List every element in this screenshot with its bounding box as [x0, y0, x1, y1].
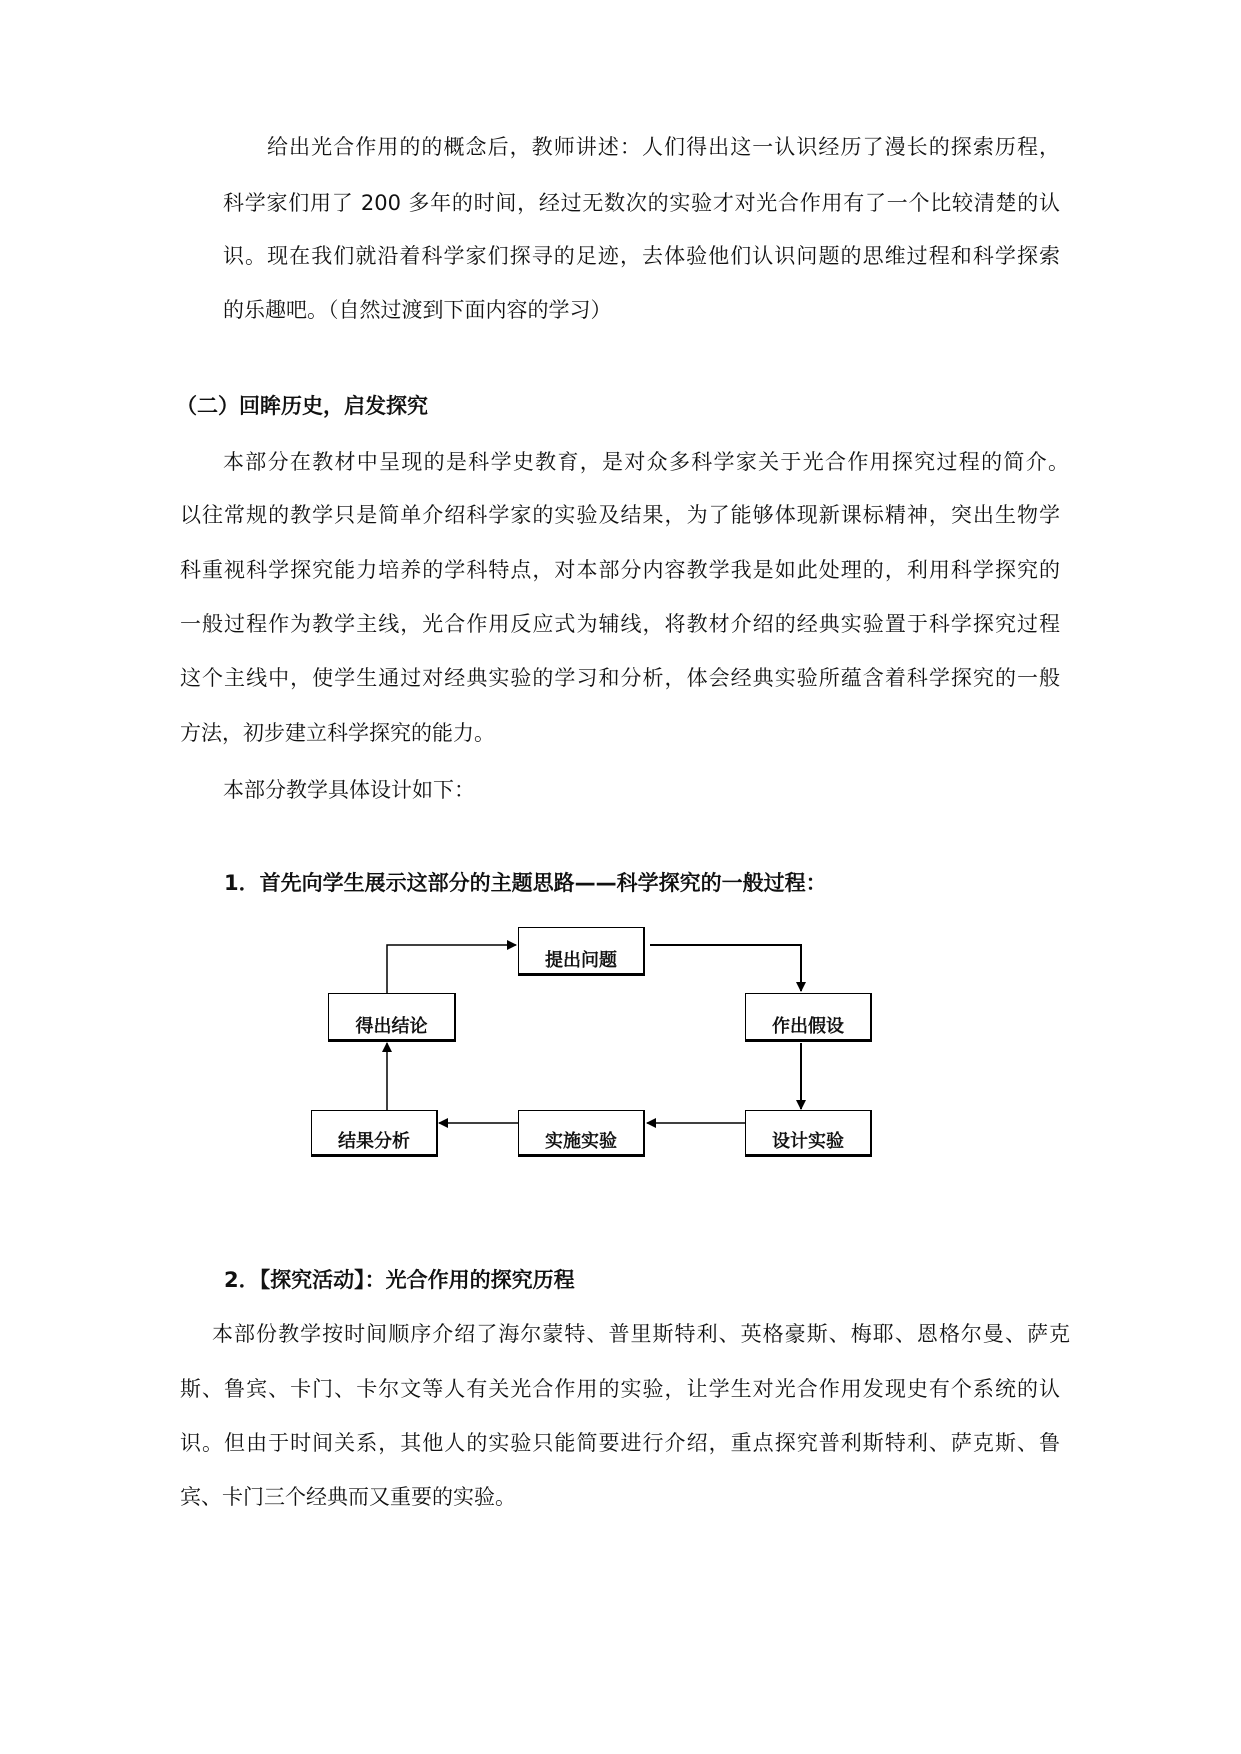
intro-line: 识。现在我们就沿着科学家们探寻的足迹，去体验他们认识问题的思维过程和科学探索	[223, 244, 1060, 268]
step-box-analysis	[311, 1110, 438, 1157]
body-line: 宾、卡门三个经典而又重要的实验。	[180, 1485, 516, 1509]
arrow-question-to-hypothesis	[650, 945, 801, 991]
item2-heading: 2．【探究活动】：光合作用的探究历程	[224, 1268, 575, 1292]
body-line: 本部分在教材中呈现的是科学史教育，是对众多科学家关于光合作用探究过程的简介。	[223, 450, 1069, 474]
step-box-hypothesis	[745, 993, 872, 1042]
step-box-conclusion	[328, 993, 456, 1042]
step-label: 得出结论	[355, 1016, 428, 1037]
body-line: 斯、鲁宾、卡门、卡尔文等人有关光合作用的实验，让学生对光合作用发现史有个系统的认	[180, 1377, 1060, 1401]
body-line: 方法，初步建立科学探究的能力。	[180, 721, 495, 745]
body-line: 一般过程作为教学主线，光合作用反应式为辅线，将教材介绍的经典实验置于科学探究过程	[180, 612, 1060, 636]
step-label: 结果分析	[338, 1131, 410, 1152]
step-label: 设计实验	[772, 1131, 844, 1152]
section-heading: （二）回眸历史，启发探究	[176, 394, 428, 418]
item1-heading: 1．首先向学生展示这部分的主题思路——科学探究的一般过程：	[224, 871, 827, 895]
intro-line: 科学家们用了 200 多年的时间，经过无数次的实验才对光合作用有了一个比较清楚的认	[223, 191, 1060, 215]
body-line: 科重视科学探究能力培养的学科特点，对本部分内容教学我是如此处理的，利用科学探究的	[180, 558, 1060, 582]
step-label: 作出假设	[772, 1016, 844, 1037]
step-label: 实施实验	[545, 1131, 617, 1152]
intro-line: 的乐趣吧。（自然过渡到下面内容的学习）	[223, 298, 612, 322]
step-box-design	[745, 1110, 872, 1157]
body-line: 以往常规的教学只是简单介绍科学家的实验及结果，为了能够体现新课标精神，突出生物学	[180, 503, 1060, 527]
step-box-implement	[518, 1110, 645, 1157]
design-intro: 本部分教学具体设计如下：	[223, 778, 475, 802]
step-label: 提出问题	[545, 950, 617, 971]
body-line: 这个主线中，使学生通过对经典实验的学习和分析，体会经典实验所蕴含着科学探究的一般	[180, 666, 1060, 690]
step-box-question	[518, 927, 645, 976]
body-line: 识。但由于时间关系，其他人的实验只能简要进行介绍，重点探究普利斯特利、萨克斯、鲁	[180, 1431, 1060, 1455]
arrow-conclusion-to-question	[387, 945, 516, 993]
intro-line: 给出光合作用的的概念后，教师讲述：人们得出这一认识经历了漫长的探索历程，	[267, 135, 1060, 159]
body-line: 本部份教学按时间顺序介绍了海尔蒙特、普里斯特利、英格豪斯、梅耶、恩格尔曼、萨克	[212, 1322, 1070, 1346]
